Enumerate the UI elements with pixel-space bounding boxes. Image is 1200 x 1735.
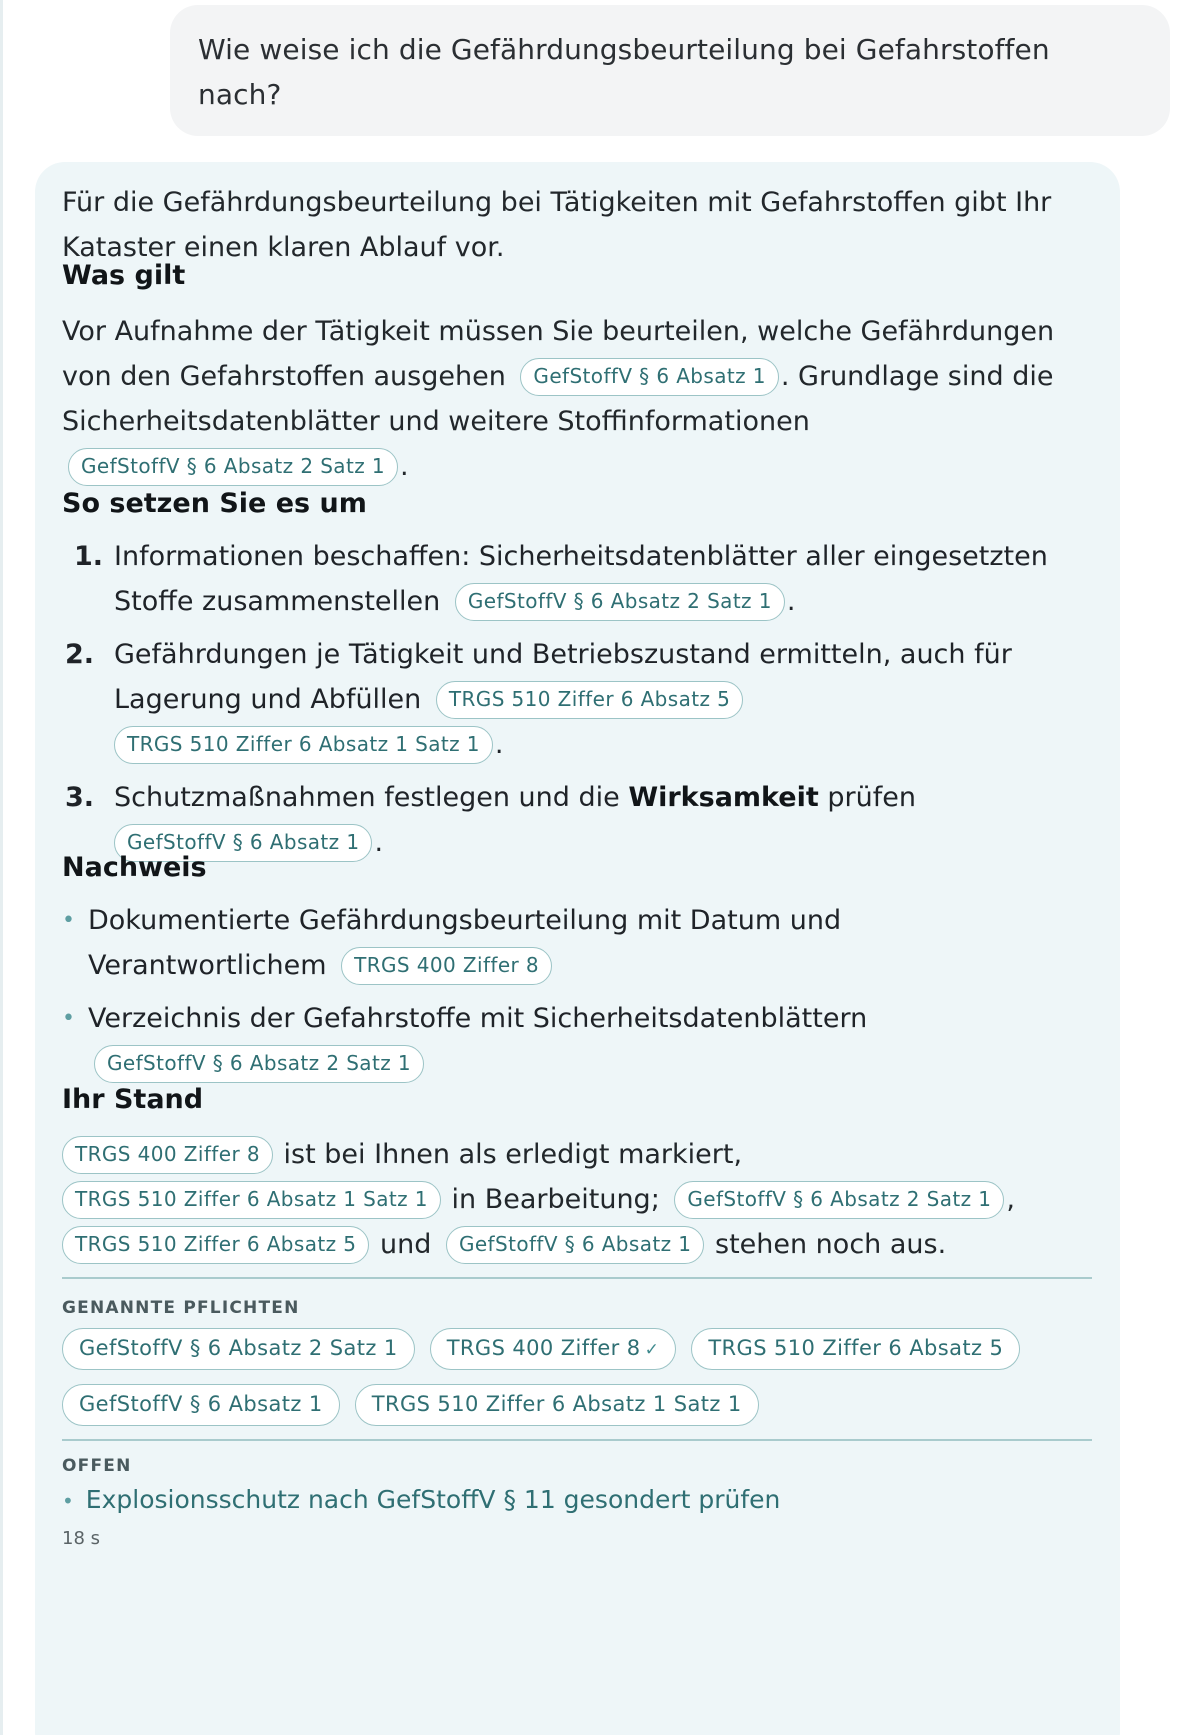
citation-chip[interactable]: GefStoffV § 6 Absatz 2 Satz 1: [455, 583, 785, 621]
citation-chip[interactable]: GefStoffV § 6 Absatz 1: [446, 1226, 704, 1264]
nachweis-text: Verzeichnis der Gefahrstoffe mit Sicherheitsdatenblättern: [88, 1003, 868, 1034]
nachweis-list: [62, 898, 1077, 1086]
pflicht-chip[interactable]: [355, 1384, 759, 1426]
step-emphasis: Wirksamkeit: [628, 782, 819, 813]
heading-umsetzen: So setzen Sie es um: [62, 488, 367, 519]
elapsed-time: 18 s: [62, 1528, 101, 1549]
divider: [62, 1439, 1092, 1441]
step-text: Schutzmaßnahmen festlegen und die: [114, 782, 620, 813]
nachweis-list-container: [62, 898, 1077, 1094]
was-gilt-text-1: Vor Aufnahme der Tätigkeit müssen Sie beurteilen, welche Gefährdungen von den Gefahrstoffen ausgehen: [62, 316, 1055, 392]
step-number: 1.: [74, 541, 104, 572]
pflicht-chip[interactable]: [62, 1328, 415, 1370]
list-item: [62, 996, 1077, 1086]
assistant-answer-card: [35, 162, 1120, 1735]
stand-text: in Bearbeitung;: [451, 1184, 660, 1215]
step-text: Gefährdungen je Tätigkeit und Betriebszustand ermitteln, auch für Lagerung und Abfüllen: [114, 639, 1012, 715]
offen-item-text: Explosionsschutz nach GefStoffV § 11 gesondert prüfen: [85, 1485, 781, 1514]
stand-text: ist bei Ihnen als erledigt markiert,: [283, 1139, 743, 1170]
stand-text: und: [379, 1229, 432, 1260]
citation-chip[interactable]: GefStoffV § 6 Absatz 2 Satz 1: [674, 1181, 1004, 1219]
bullet-dot: •: [62, 1006, 75, 1031]
list-item: [70, 534, 1085, 624]
step-number: 2.: [65, 639, 95, 670]
step-text: prüfen: [827, 782, 916, 813]
user-message-text: Wie weise ich die Gefährdungsbeurteilung bei Gefahrstoffen nach?: [198, 33, 1050, 111]
was-gilt-paragraph: [62, 309, 1072, 489]
pflicht-chip-label: TRGS 510 Ziffer 6 Absatz 1 Satz 1: [371, 1392, 742, 1416]
punctuation: .: [494, 729, 504, 760]
list-item: [62, 898, 1077, 988]
pflicht-chip[interactable]: [62, 1384, 340, 1426]
pflicht-chip-label: TRGS 400 Ziffer 8: [446, 1336, 641, 1360]
citation-chip[interactable]: GefStoffV § 6 Absatz 1: [114, 824, 372, 862]
pflicht-chip[interactable]: [430, 1328, 677, 1370]
punctuation: .: [374, 827, 384, 858]
citation-chip[interactable]: GefStoffV § 6 Absatz 2 Satz 1: [68, 448, 398, 486]
citation-chip[interactable]: TRGS 400 Ziffer 8: [341, 947, 552, 985]
offen-label: OFFEN: [62, 1456, 132, 1476]
stand-paragraph: [62, 1132, 1072, 1267]
left-border: [0, 0, 3, 1735]
bullet-dot: •: [62, 1489, 74, 1513]
citation-chip[interactable]: GefStoffV § 6 Absatz 1: [520, 358, 778, 396]
genannte-pflichten-chips: [62, 1328, 1102, 1440]
citation-chip[interactable]: TRGS 400 Ziffer 8: [62, 1136, 273, 1174]
steps-list-container: [65, 534, 1085, 873]
citation-chip[interactable]: TRGS 510 Ziffer 6 Absatz 1 Satz 1: [62, 1181, 441, 1219]
citation-chip[interactable]: GefStoffV § 6 Absatz 2 Satz 1: [94, 1045, 424, 1083]
heading-nachweis: Nachweis: [62, 852, 207, 883]
pflicht-chip-label: GefStoffV § 6 Absatz 1: [79, 1392, 323, 1416]
nachweis-text: Dokumentierte Gefährdungsbeurteilung mit Datum und Verantwortlichem: [88, 905, 842, 981]
citation-chip[interactable]: TRGS 510 Ziffer 6 Absatz 1 Satz 1: [114, 726, 493, 764]
pflicht-chip-label: GefStoffV § 6 Absatz 2 Satz 1: [79, 1336, 398, 1360]
list-item: [65, 632, 1085, 767]
was-gilt-text-2: . Grundlage sind die Sicherheitsdatenblätter und weitere Stoffinformationen: [62, 361, 1054, 437]
steps-list: [65, 534, 1085, 865]
step-text: Informationen beschaffen: Sicherheitsdatenblätter aller eingesetzten Stoffe zusammenstellen: [114, 541, 1048, 617]
pflicht-chip-label: TRGS 510 Ziffer 6 Absatz 5: [708, 1336, 1004, 1360]
stand-text: stehen noch aus.: [715, 1229, 947, 1260]
citation-chip[interactable]: TRGS 510 Ziffer 6 Absatz 5: [436, 681, 743, 719]
list-item: [65, 775, 1085, 865]
heading-was-gilt: Was gilt: [62, 260, 186, 291]
citation-chip[interactable]: TRGS 510 Ziffer 6 Absatz 5: [62, 1226, 369, 1264]
punctuation: ,: [1006, 1184, 1015, 1215]
check-icon: ✓: [644, 1340, 660, 1360]
genannte-pflichten-label: GENANNTE PFLICHTEN: [62, 1298, 300, 1318]
punctuation: .: [399, 451, 409, 482]
answer-intro: Für die Gefährdungsbeurteilung bei Tätigkeiten mit Gefahrstoffen gibt Ihr Kataster einen klaren Ablauf vor.: [62, 187, 1052, 263]
bullet-dot: •: [62, 908, 75, 933]
pflicht-chip[interactable]: [691, 1328, 1020, 1370]
heading-ihr-stand: Ihr Stand: [62, 1084, 204, 1115]
punctuation: .: [786, 586, 796, 617]
divider: [62, 1277, 1092, 1279]
step-number: 3.: [65, 782, 95, 813]
offen-item[interactable]: [62, 1482, 780, 1519]
user-message-bubble: [170, 5, 1170, 136]
